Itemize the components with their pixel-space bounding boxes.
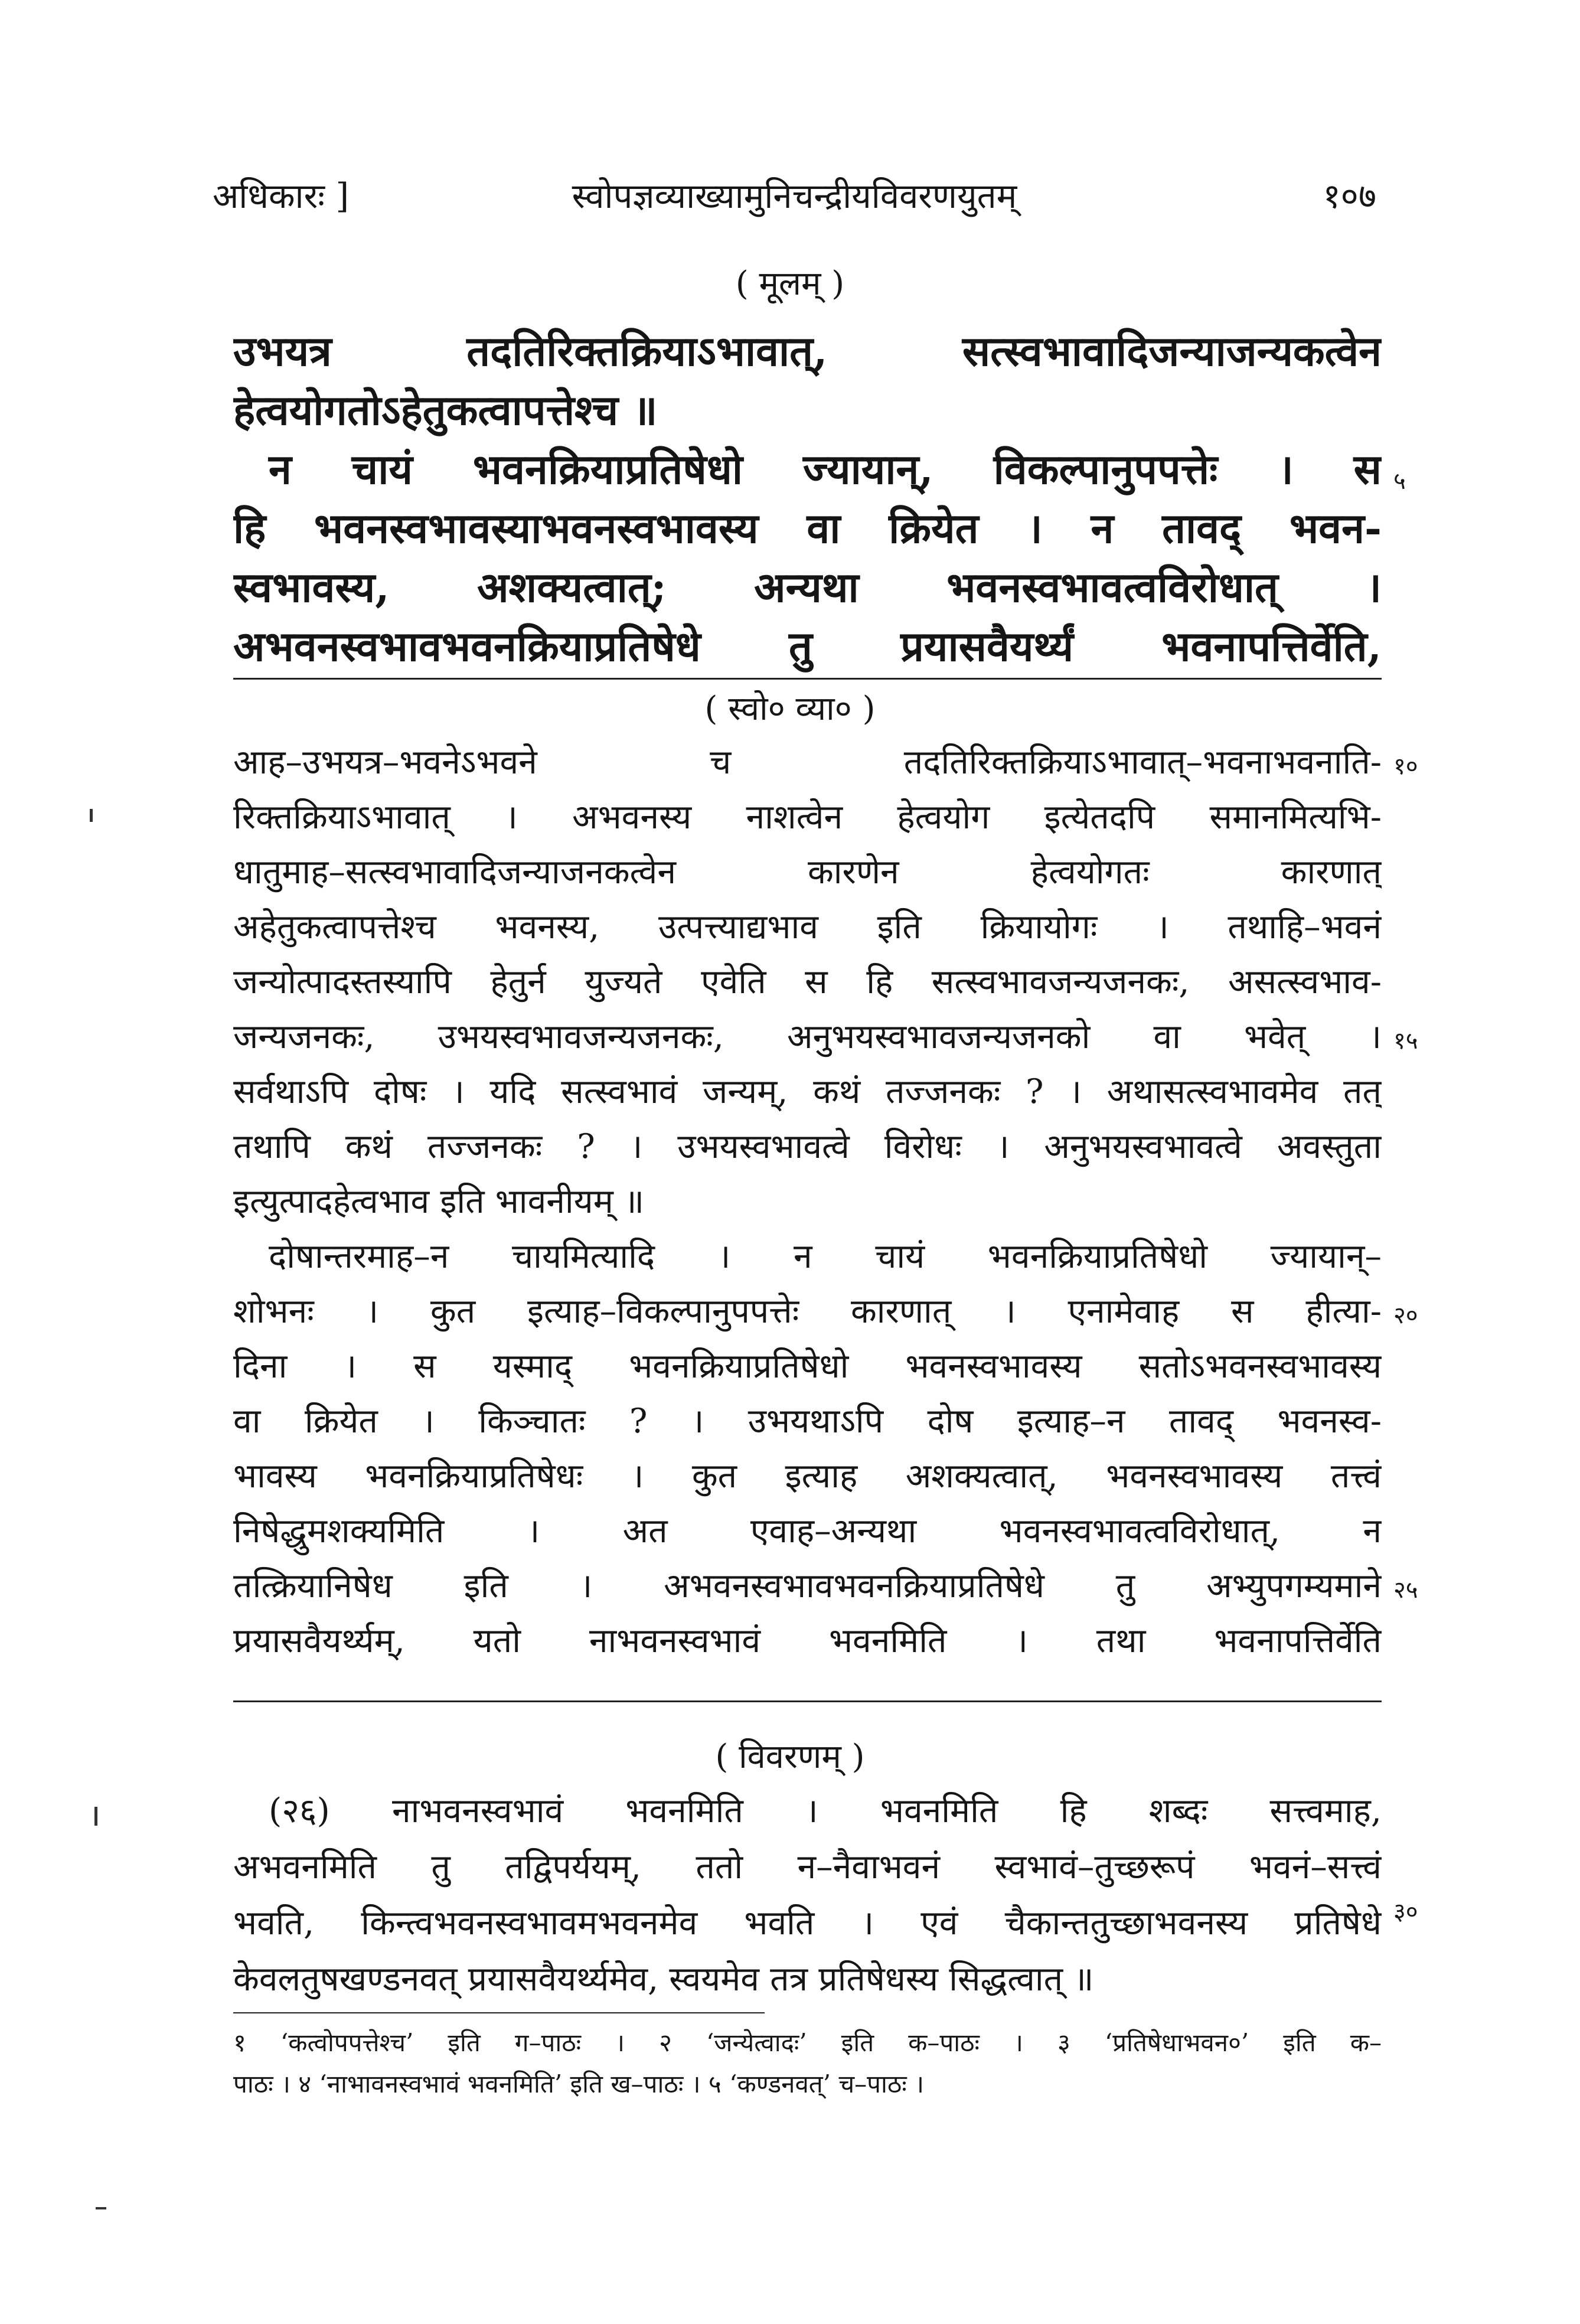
mulam-line: अभवनस्वभावभवनक्रियाप्रतिषेधे तु प्रयासवैयर्थ्यं भवनापत्तिर्वेति, <box>233 622 1382 671</box>
section-divider <box>233 678 1382 680</box>
mulam-line: उभयत्र तदतिरिक्तक्रियाऽभावात्, सत्स्वभावादिजन्याजन्यकत्वेन <box>233 327 1382 376</box>
footnotes <box>233 2022 1382 2105</box>
commentary-line: धातुमाह–सत्स्वभावादिजन्याजनकत्वेन कारणेन हेत्वयोगतः कारणात् <box>233 853 1382 892</box>
section-divider <box>233 1700 1382 1702</box>
mulam-text <box>233 322 1382 676</box>
commentary-line: तत्क्रियानिषेध इति । अभवनस्वभावभवनक्रियाप्रतिषेधे तु अभ्युपगम्यमाने <box>233 1566 1382 1605</box>
line-number: २५ <box>1393 1576 1418 1604</box>
commentary-line: सर्वथाऽपि दोषः । यदि सत्स्वभावं जन्यम्, कथं तज्जनकः ? । अथासत्स्वभावमेव तत् <box>233 1072 1382 1111</box>
commentary-line: निषेद्धुमशक्यमिति । अत एवाह–अन्यथा भवनस्वभावत्वविरोधात्, न <box>233 1512 1382 1551</box>
commentary-line: अहेतुकत्वापत्तेश्च भवनस्य, उत्पत्त्याद्यभाव इति क्रियायोगः । तथाहि–भवनं <box>233 908 1382 946</box>
commentary-line: वा क्रियेत । किञ्चातः ? । उभयथाऽपि दोष इत्याह–न तावद् भवनस्व- <box>233 1402 1382 1441</box>
vivaranam-heading: ( विवरणम् ) <box>715 1738 865 1776</box>
scan-speck <box>96 2207 106 2209</box>
page-number: १०७ <box>1323 176 1376 216</box>
commentary-line: शोभनः । कुत इत्याह–विकल्पानुपपत्तेः कारणात् । एनामेवाह स हीत्या- <box>233 1292 1382 1331</box>
commentary-line: रिक्तक्रियाऽभावात् । अभवनस्य नाशत्वेन हेत्वयोग इत्येतदपि समानमित्यभि- <box>233 798 1382 837</box>
vivaranam-line: भवति, किन्त्वभवनस्वभावमभवनमेव भवति । एवं चैकान्ततुच्छाभवनस्य प्रतिषेधे <box>233 1904 1382 1943</box>
line-number: ५ <box>1393 468 1406 495</box>
commentary-line: जन्यजनकः, उभयस्वभावजन्यजनकः, अनुभयस्वभावजन्यजनको वा भवेत् । <box>233 1017 1382 1056</box>
commentary-line: इत्युत्पादहेत्वभाव इति भावनीयम् ॥ <box>233 1182 645 1221</box>
vivaranam-line: (२६) नाभवनस्वभावं भवनमिति । भवनमिति हि शब्दः सत्त्वमाह, <box>269 1791 1382 1830</box>
footnote-line: १ ‘कत्वोपपत्तेश्च’ इति ग–पाठः । २ ‘जन्येत्वादः’ इति क–पाठः । ३ ‘प्रतिषेधाभवन०’ इति क– <box>233 2028 1382 2057</box>
vivaranam-line: अभवनमिति तु तद्विपर्ययम्, ततो न–नैवाभवनं स्वभावं–तुच्छरूपं भवनं–सत्त्वं <box>233 1848 1382 1886</box>
line-number: ३० <box>1393 1898 1418 1925</box>
running-header <box>213 171 1376 224</box>
commentary-line: दिना । स यस्माद् भवनक्रियाप्रतिषेधो भवनस्वभावस्य सतोऽभवनस्वभावस्य <box>233 1347 1382 1386</box>
commentary-text <box>233 735 1382 1669</box>
footnote-line: पाठः । ४ ‘नाभावनस्वभावं भवनमिति’ इति ख–पाठः । ५ ‘कण्डनवत्’ च–पाठः । <box>233 2070 924 2098</box>
commentary-line: तथापि कथं तज्जनकः ? । उभयस्वभावत्वे विरोधः । अनुभयस्वभावत्वे अवस्तुता <box>233 1127 1382 1166</box>
mulam-line: हि भवनस्वभावस्याभवनस्वभावस्य वा क्रियेत । न तावद् भवन- <box>233 504 1382 553</box>
commentary-heading: ( स्वो० व्या० ) <box>704 690 876 728</box>
header-title: स्वोपज्ञव्याख्यामुनिचन्द्रीयविवरणयुतम् <box>572 176 1017 216</box>
mulam-line: स्वभावस्य, अशक्यत्वात्; अन्यथा भवनस्वभावत्वविरोधात् । <box>233 563 1382 612</box>
scan-speck <box>94 1807 97 1826</box>
line-number: १० <box>1393 753 1418 780</box>
mulam-heading: ( मूलम् ) <box>735 265 845 303</box>
footnote-divider <box>233 2012 765 2013</box>
mulam-line: न चायं भवनक्रियाप्रतिषेधो ज्यायान्, विकल्पानुपपत्तेः । स <box>269 445 1382 494</box>
vivaranam-line: केवलतुषखण्डनवत् प्रयासवैयर्थ्यमेव, स्वयमेव तत्र प्रतिषेधस्य सिद्धत्वात् ॥ <box>233 1960 1094 1999</box>
scan-speck <box>90 809 93 822</box>
commentary-line: प्रयासवैयर्थ्यम्, यतो नाभवनस्वभावं भवनमिति । तथा भवनापत्तिर्वेति <box>233 1621 1382 1660</box>
commentary-line: दोषान्तरमाह–न चायमित्यादि । न चायं भवनक्रियाप्रतिषेधो ज्यायान्– <box>269 1237 1382 1276</box>
vivaranam-text <box>233 1783 1382 2008</box>
commentary-line: जन्योत्पादस्तस्यापि हेतुर्न युज्यते एवेति स हि सत्स्वभावजन्यजनकः, असत्स्वभाव- <box>233 962 1382 1001</box>
mulam-line: हेत्वयोगतोऽहेतुकत्वापत्तेश्च ॥ <box>233 386 658 435</box>
commentary-line: आह–उभयत्र–भवनेऽभवने च तदतिरिक्तक्रियाऽभावात्–भवनाभवनाति- <box>233 743 1382 782</box>
line-number: २० <box>1393 1302 1418 1329</box>
commentary-line: भावस्य भवनक्रियाप्रतिषेधः । कुत इत्याह अशक्यत्वात्, भवनस्वभावस्य तत्त्वं <box>233 1457 1382 1496</box>
line-number: १५ <box>1393 1027 1418 1055</box>
header-chapter: अधिकारः ] <box>213 176 350 216</box>
